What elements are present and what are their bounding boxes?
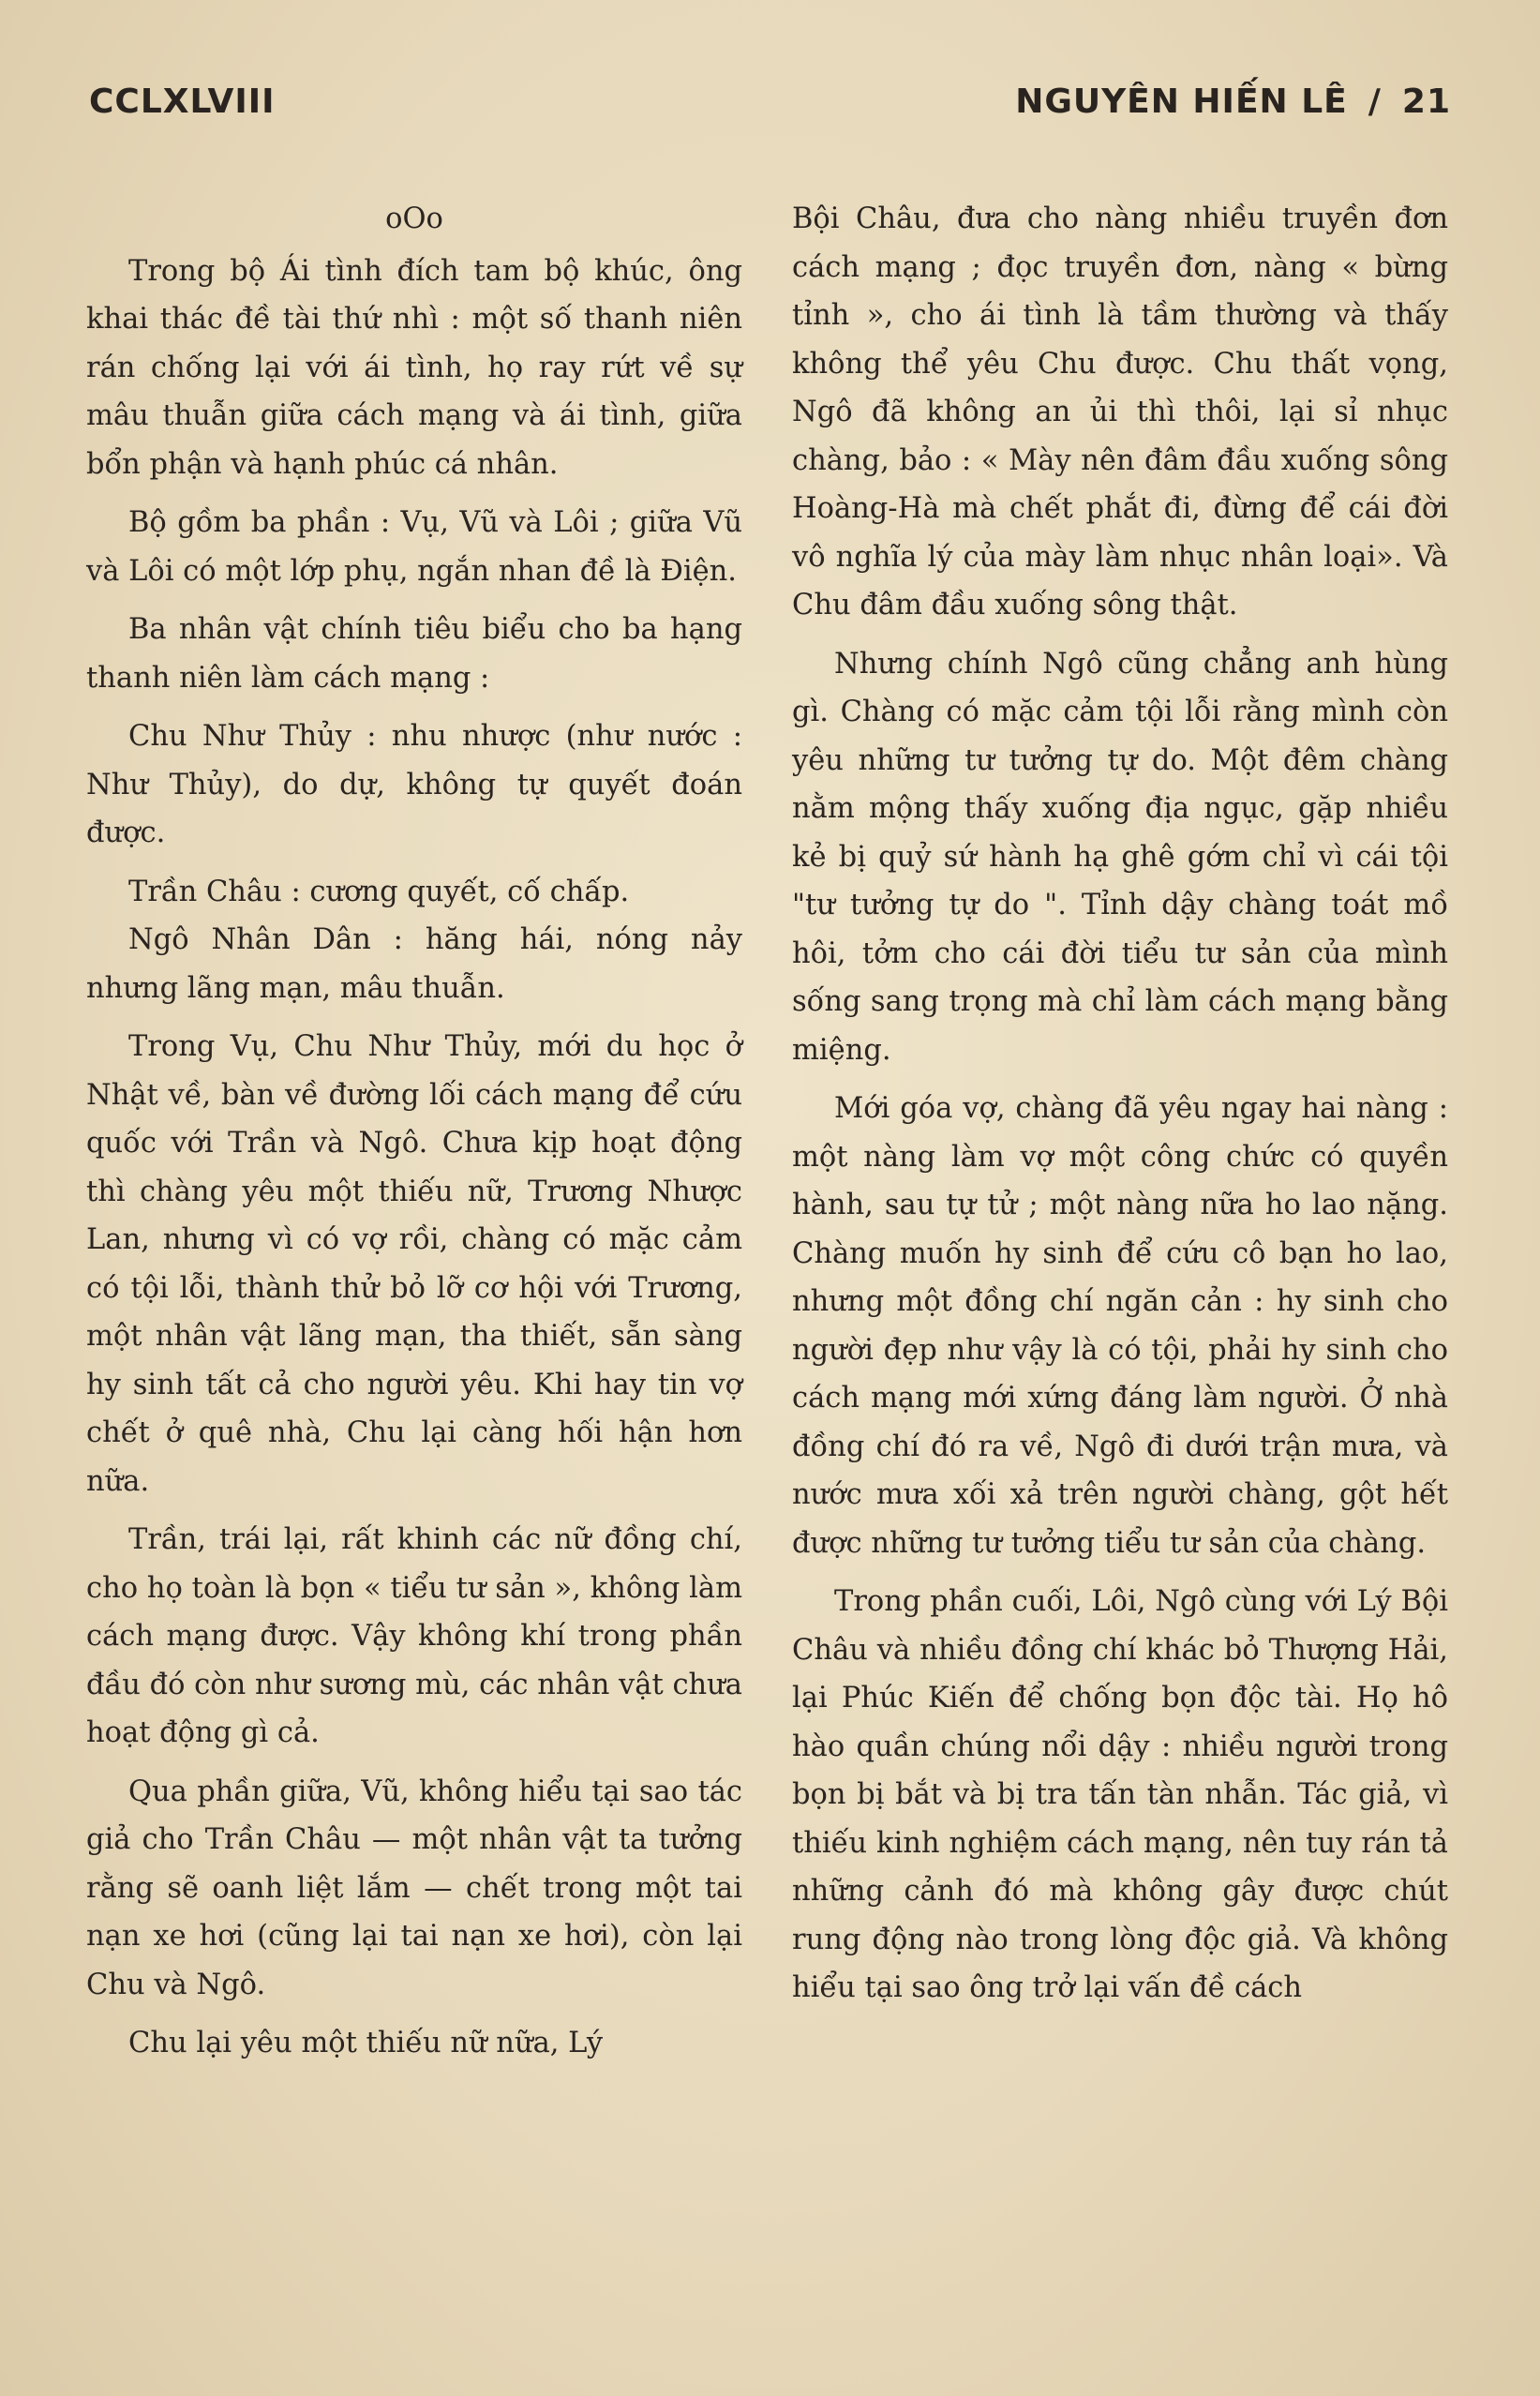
header-section-numeral: CCLXLVIII — [89, 82, 276, 121]
paragraph: Qua phần giữa, Vũ, không hiểu tại sao tác giả cho Trần Châu — một nhân vật ta tưởng rằng sẽ oanh liệt lắm — chết trong một tai nạn xe hơi (cũng lại tai nạn xe hơi), còn lại Chu và Ngô. — [86, 1775, 742, 2001]
left-column — [86, 195, 742, 2078]
paragraph: Trong bộ Ái tình đích tam bộ khúc, ông khai thác đề tài thứ nhì : một số thanh niên rán chống lại với ái tình, họ ray rứt về sự mâu thuẫn giữa cách mạng và ái tình, giữa bổn phận và hạnh phúc cá nhân. — [86, 254, 742, 481]
paragraph: Trong phần cuối, Lôi, Ngô cùng với Lý Bội Châu và nhiều đồng chí khác bỏ Thượng Hải, lại Phúc Kiến để chống bọn độc tài. Họ hô hào quần chúng nổi dậy : nhiều người trong bọn bị bắt và bị tra tấn tàn nhẫn. Tác giả, vì thiếu kinh nghiệm cách mạng, nên tuy rán tả những cảnh đó mà không gây được chút rung động nào trong lòng độc giả. Và không hiểu tại sao ông trở lại vấn đề cách — [792, 1585, 1448, 2004]
paragraph: Mới góa vợ, chàng đã yêu ngay hai nàng : một nàng làm vợ một công chức có quyền hành, sau tự tử ; một nàng nữa ho lao nặng. Chàng muốn hy sinh để cứu cô bạn ho lao, nhưng một đồng chí ngăn cản : hy sinh cho người đẹp như vậy là có tội, phải hy sinh cho cách mạng mới xứng đáng làm người. Ở nhà đồng chí đó ra về, Ngô đi dưới trận mưa, và nước mưa xối xả trên người chàng, gột hết được những tư tưởng tiểu tư sản của chàng. — [792, 1092, 1448, 1560]
page-number: 21 — [1401, 82, 1451, 121]
paragraph: Bội Châu, đưa cho nàng nhiều truyền đơn cách mạng ; đọc truyền đơn, nàng « bừng tỉnh », cho ái tình là tầm thường và thấy không thể yêu Chu được. Chu thất vọng, Ngô đã không an ủi thì thôi, lại sỉ nhục chàng, bảo : « Mày nên đâm đầu xuống sông Hoàng-Hà mà chết phắt đi, đừng để cái đời vô nghĩa lý của mày làm nhục nhân loại». Và Chu đâm đầu xuống sông thật. — [792, 202, 1448, 621]
header-author-page — [1015, 82, 1451, 121]
header-separator: / — [1368, 82, 1382, 121]
paragraph: Nhưng chính Ngô cũng chẳng anh hùng gì. Chàng có mặc cảm tội lỗi rằng mình còn yêu những tư tưởng tự do. Một đêm chàng nằm mộng thấy xuống địa ngục, gặp nhiều kẻ bị quỷ sứ hành hạ ghê gớm chỉ vì cái tội "tư tưởng tự do ". Tỉnh dậy chàng toát mồ hôi, tởm cho cái đời tiểu tư sản của mình sống sang trọng mà chỉ làm cách mạng bằng miệng. — [792, 647, 1448, 1067]
right-column — [792, 195, 1448, 2023]
paragraph: Ba nhân vật chính tiêu biểu cho ba hạng thanh niên làm cách mạng : — [86, 613, 742, 695]
paragraph: Chu lại yêu một thiếu nữ nữa, Lý — [128, 2027, 604, 2059]
header-author: NGUYÊN HIẾN LÊ — [1015, 82, 1348, 121]
paragraph: Trần, trái lại, rất khinh các nữ đồng chí, cho họ toàn là bọn « tiểu tư sản », không làm cách mạng được. Vậy không khí trong phần đầu đó còn như sương mù, các nhân vật chưa hoạt động gì cả. — [86, 1523, 742, 1749]
paragraph: Chu Như Thủy : nhu nhược (như nước : Như Thủy), do dự, không tự quyết đoán được. — [86, 720, 742, 849]
running-header — [89, 82, 1451, 129]
paragraph: Ngô Nhân Dân : hăng hái, nóng nảy nhưng lãng mạn, mâu thuẫn. — [86, 923, 742, 1005]
paragraph: Bộ gồm ba phần : Vụ, Vũ và Lôi ; giữa Vũ và Lôi có một lớp phụ, ngắn nhan đề là Điện. — [86, 506, 742, 588]
section-ornament: oOo — [385, 202, 443, 235]
paragraph: Trong Vụ, Chu Như Thủy, mới du học ở Nhật về, bàn về đường lối cách mạng để cứu quốc với Trần và Ngô. Chưa kịp hoạt động thì chàng yêu một thiếu nữ, Trương Nhược Lan, nhưng vì có vợ rồi, chàng có mặc cảm có tội lỗi, thành thử bỏ lỡ cơ hội với Trương, một nhân vật lãng mạn, tha thiết, sẵn sàng hy sinh tất cả cho người yêu. Khi hay tin vợ chết ở quê nhà, Chu lại càng hối hận hơn nữa. — [86, 1030, 742, 1498]
paragraph: Trần Châu : cương quyết, cố chấp. — [128, 875, 630, 908]
